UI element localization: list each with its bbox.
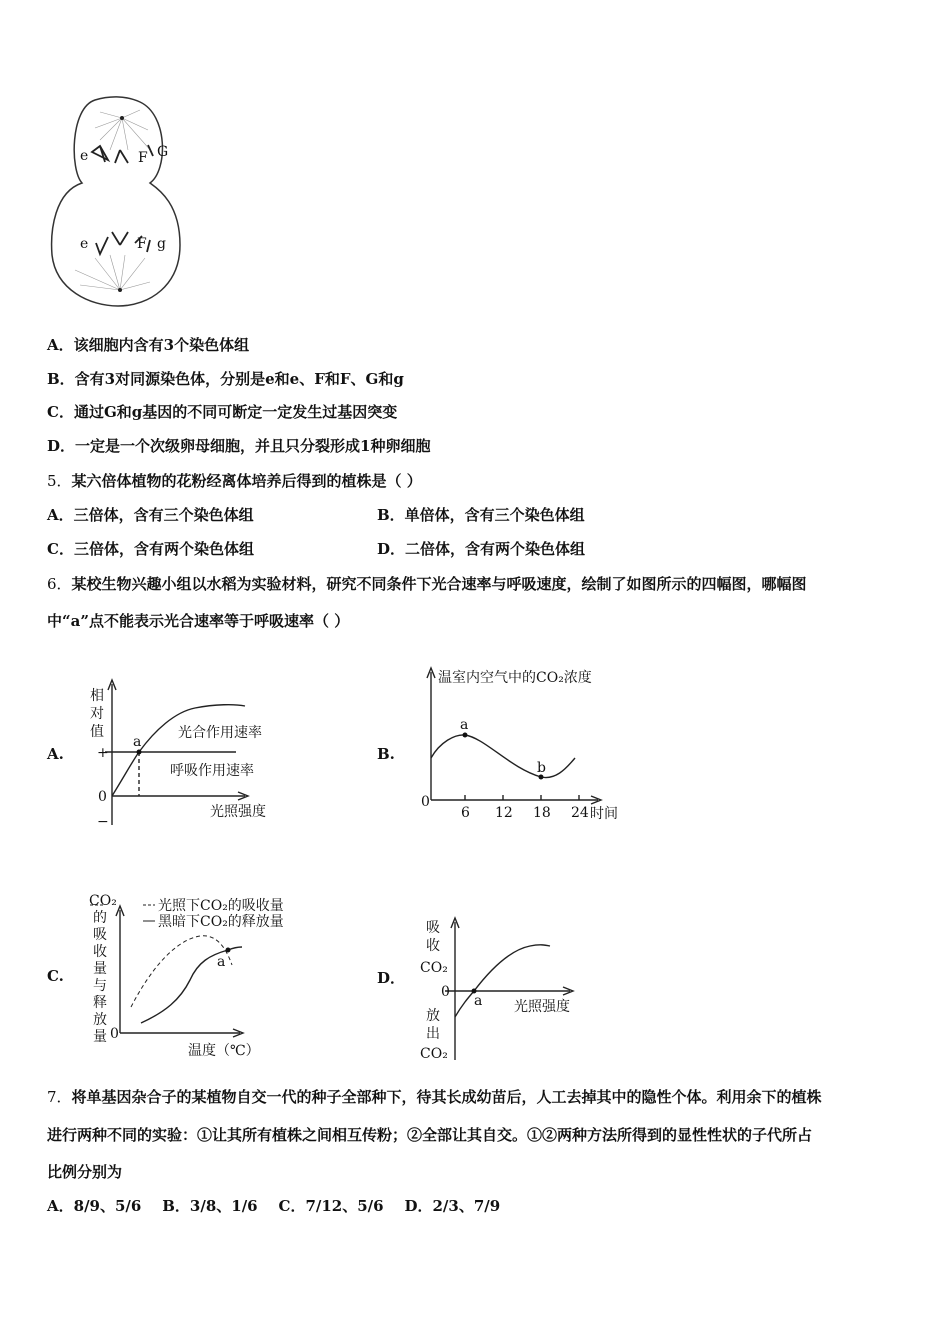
q4-option-b[interactable]: B．含有3对同源染色体，分别是e和e、F和F、G和g bbox=[47, 370, 404, 388]
q7-stem-line3: 比例分别为 bbox=[47, 1163, 123, 1181]
x-label: 温度（℃） bbox=[188, 1043, 260, 1059]
x-tick: 12 bbox=[495, 805, 513, 821]
y-label: 放 bbox=[93, 1012, 107, 1028]
y-label: 释 bbox=[93, 995, 107, 1011]
y-label: 吸 bbox=[93, 927, 107, 943]
zero-tick: 0 bbox=[110, 1026, 119, 1042]
q5-option-b[interactable]: B．单倍体，含有三个染色体组 bbox=[377, 506, 585, 524]
q6-stem-line2: 中“a”点不能表示光合速率等于呼吸速率（ ） bbox=[47, 612, 350, 630]
graph-c-label[interactable]: C. bbox=[47, 967, 64, 985]
gene-label: e bbox=[80, 236, 89, 252]
q5-option-d[interactable]: D．二倍体，含有两个染色体组 bbox=[377, 540, 586, 558]
y-label-top: 收 bbox=[426, 938, 440, 954]
y-label: 的 bbox=[93, 910, 107, 926]
plus-tick: + bbox=[97, 745, 109, 761]
q4-option-c[interactable]: C．通过G和g基因的不同可断定一定发生过基因突变 bbox=[47, 403, 398, 421]
gene-label: F bbox=[138, 150, 148, 166]
x-label: 光照强度 bbox=[514, 999, 570, 1015]
point-a-label: a bbox=[133, 734, 142, 750]
x-tick: 6 bbox=[461, 805, 470, 821]
curve-label-photosynthesis: 光合作用速率 bbox=[178, 725, 262, 741]
legend-solid: 黑暗下CO₂的释放量 bbox=[158, 914, 284, 930]
gene-label: G bbox=[157, 144, 169, 160]
x-tick: 24 bbox=[571, 805, 589, 821]
y-label: 对 bbox=[90, 706, 104, 722]
legend-dashed: 光照下CO₂的吸收量 bbox=[158, 898, 284, 914]
zero-tick: 0 bbox=[441, 984, 450, 1000]
x-label: 时间 bbox=[590, 806, 618, 822]
zero-tick: 0 bbox=[98, 789, 107, 805]
q7-stem-line2: 进行两种不同的实验：①让其所有植株之间相互传粉；②全部让其自交。①②两种方法所得到的显性性状的子代所占 bbox=[47, 1126, 813, 1144]
question-number: 5． bbox=[47, 472, 72, 490]
minus-tick: − bbox=[97, 814, 109, 830]
q4-option-a[interactable]: A．该细胞内含有3个染色体组 bbox=[47, 336, 250, 354]
q7-stem-line1 bbox=[47, 1087, 822, 1107]
y-label: 量 bbox=[93, 1029, 107, 1045]
x-tick: 18 bbox=[533, 805, 551, 821]
q4-option-d[interactable]: D．一定是一个次级卵母细胞，并且只分裂形成1种卵细胞 bbox=[47, 437, 431, 455]
y-label: CO₂ bbox=[89, 893, 117, 909]
question-number: 6． bbox=[47, 575, 72, 593]
question-text: 某校生物兴趣小组以水稻为实验材料，研究不同条件下光合速率与呼吸速度，绘制了如图所示的四幅图，哪幅图 bbox=[71, 575, 807, 593]
graph-a-label[interactable]: A. bbox=[47, 745, 64, 763]
point-a-label: a bbox=[460, 717, 469, 733]
gene-label: F bbox=[137, 236, 147, 252]
graph-d-label[interactable]: D． bbox=[377, 969, 406, 987]
y-label-bottom: CO₂ bbox=[420, 1046, 448, 1062]
curve-label-respiration: 呼吸作用速率 bbox=[170, 763, 254, 779]
gene-label: e bbox=[80, 148, 89, 164]
zero-tick: 0 bbox=[421, 794, 430, 810]
y-label: 收 bbox=[93, 944, 107, 960]
y-label-bottom: 放 bbox=[426, 1008, 440, 1024]
q7-options[interactable]: A．8/9、5/6 B．3/8、1/6 C．7/12、5/6 D．2/3、7/9 bbox=[47, 1197, 501, 1215]
question-text: 某六倍体植物的花粉经离体培养后得到的植株是（ ） bbox=[71, 472, 422, 490]
y-label: 值 bbox=[90, 724, 104, 740]
chart-title: 温室内空气中的CO₂浓度 bbox=[438, 670, 592, 686]
question-text: 将单基因杂合子的某植物自交一代的种子全部种下，待其长成幼苗后，人工去掉其中的隐性个体。利用余下的植株 bbox=[71, 1088, 822, 1106]
y-label-top: 吸 bbox=[426, 920, 440, 936]
x-label: 光照强度 bbox=[210, 804, 266, 820]
gene-label: g bbox=[157, 236, 166, 252]
question-number: 7． bbox=[47, 1088, 72, 1106]
q5-option-a[interactable]: A．三倍体，含有三个染色体组 bbox=[47, 506, 254, 524]
y-label: 量 bbox=[93, 961, 107, 977]
point-a-label: a bbox=[474, 993, 483, 1009]
y-label-bottom: 出 bbox=[426, 1026, 440, 1042]
y-label: 与 bbox=[93, 978, 107, 994]
point-a-label: a bbox=[217, 954, 226, 970]
y-label-top: CO₂ bbox=[420, 960, 448, 976]
q5-option-c[interactable]: C．三倍体，含有两个染色体组 bbox=[47, 540, 254, 558]
graph-b-label[interactable]: B. bbox=[377, 745, 395, 763]
y-label: 相 bbox=[90, 688, 104, 704]
point-b-label: b bbox=[537, 760, 546, 776]
